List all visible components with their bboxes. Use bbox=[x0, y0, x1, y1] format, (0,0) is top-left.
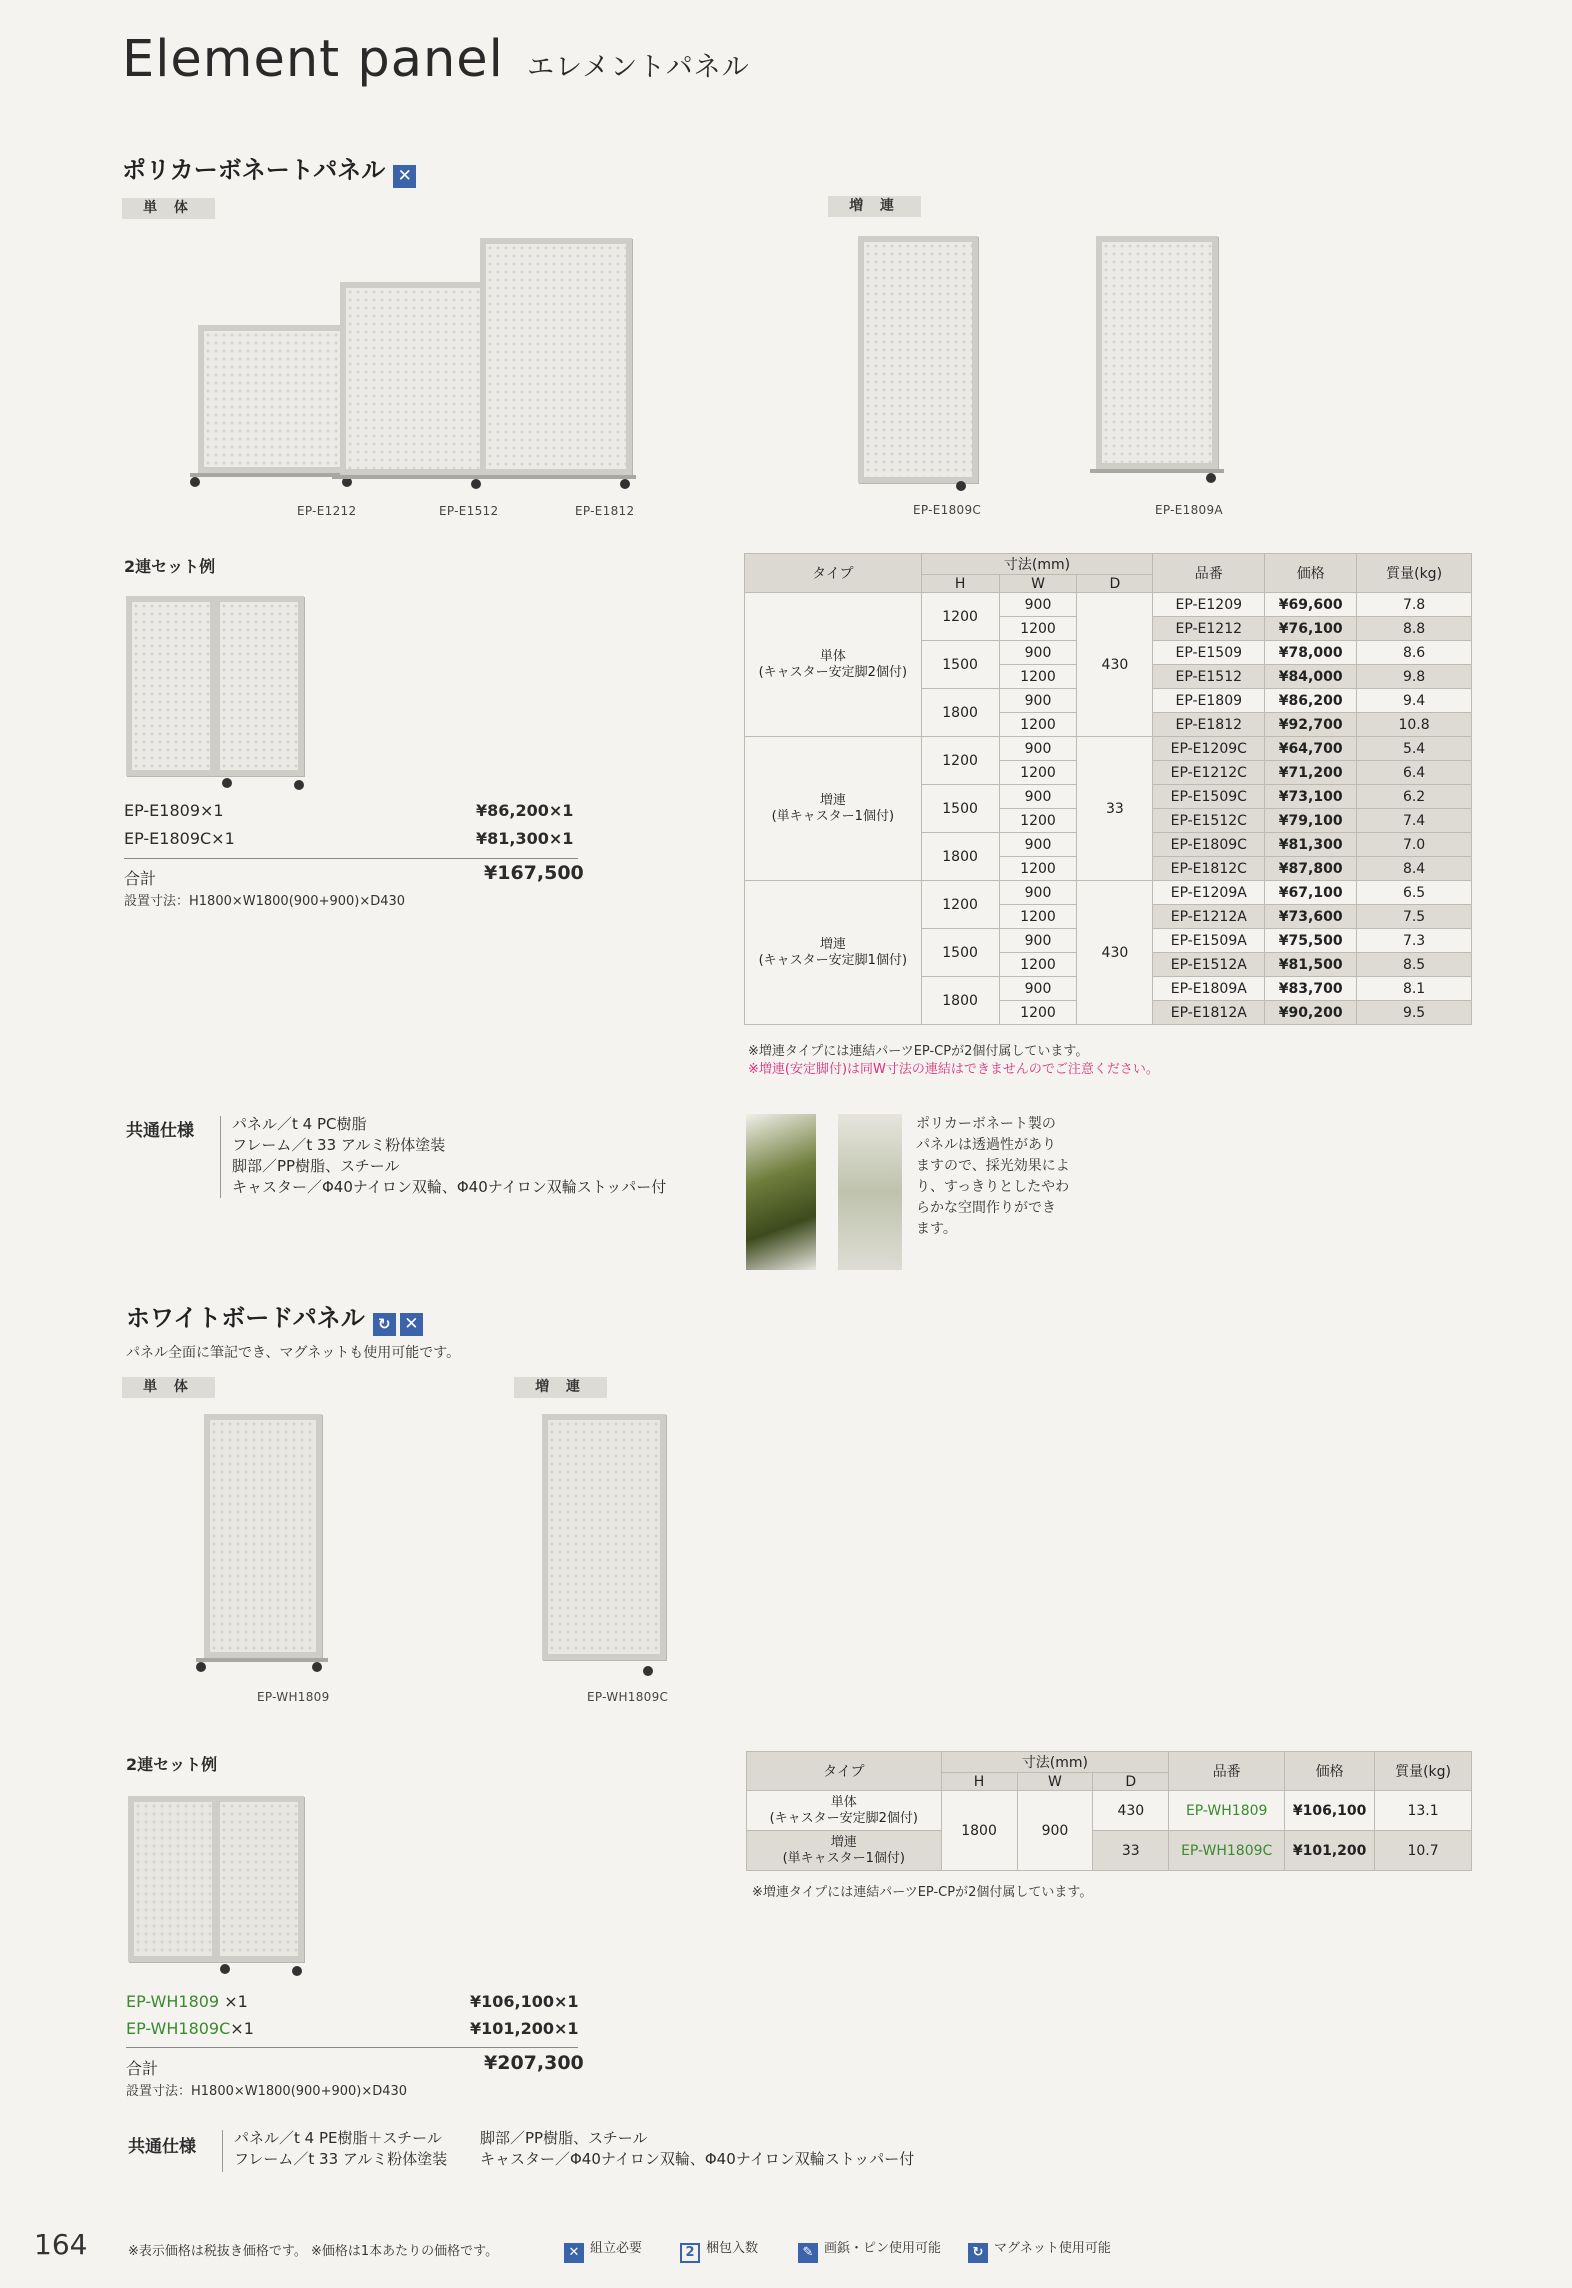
caption: EP-E1812 bbox=[575, 504, 635, 518]
divider bbox=[126, 2047, 578, 2048]
caption: EP-E1809C bbox=[913, 503, 982, 517]
w-cell: 1200 bbox=[999, 665, 1077, 689]
spec-item: フレーム／t 33 アルミ粉体塗装 bbox=[232, 1136, 446, 1154]
price-cell: ¥79,100 bbox=[1265, 809, 1357, 833]
set-title: 2連セット例 bbox=[126, 1755, 218, 1774]
type-line: 単体 bbox=[819, 648, 846, 664]
install-size: 設置寸法：H1800×W1800(900+900)×D430 bbox=[124, 894, 406, 909]
caster-icon bbox=[292, 1966, 302, 1976]
d-cell: 430 bbox=[1077, 593, 1153, 737]
assembly-icon: ✕ bbox=[393, 165, 416, 188]
weight-cell: 8.5 bbox=[1357, 953, 1472, 977]
photo-text-line: ますので、採光効果によ bbox=[916, 1158, 1070, 1174]
weight-cell: 8.8 bbox=[1357, 617, 1472, 641]
price-cell: ¥83,700 bbox=[1265, 977, 1357, 1001]
th-h: H bbox=[941, 1773, 1017, 1791]
type-cell bbox=[745, 737, 922, 881]
weight-cell: 8.1 bbox=[1357, 977, 1472, 1001]
h-cell: 1200 bbox=[921, 737, 999, 785]
caption: EP-WH1809C bbox=[587, 1690, 669, 1704]
weight-cell: 7.3 bbox=[1357, 929, 1472, 953]
leaf-through-panel-photo bbox=[838, 1114, 902, 1270]
price-cell: ¥81,500 bbox=[1265, 953, 1357, 977]
h-cell: 1200 bbox=[921, 593, 999, 641]
code-cell: EP-E1809C bbox=[1153, 833, 1265, 857]
spec-label: 共通仕様 bbox=[128, 2137, 196, 2157]
h-cell: 1500 bbox=[921, 641, 999, 689]
set-item-name: EP-WH1809 bbox=[126, 1992, 220, 2011]
code-cell: EP-E1212A bbox=[1153, 905, 1265, 929]
h-cell: 1800 bbox=[921, 833, 999, 881]
code-cell: EP-E1209C bbox=[1153, 737, 1265, 761]
caster-icon bbox=[471, 479, 481, 489]
th-weight: 質量(kg) bbox=[1375, 1752, 1472, 1791]
set-item bbox=[126, 2019, 254, 2038]
weight-cell: 6.4 bbox=[1357, 761, 1472, 785]
title-en: Element panel bbox=[122, 30, 504, 89]
th-w: W bbox=[1017, 1773, 1093, 1791]
wb-description: パネル全面に筆記でき、マグネットも使用可能です。 bbox=[126, 1345, 461, 1361]
caster-icon bbox=[222, 778, 232, 788]
price-cell: ¥71,200 bbox=[1265, 761, 1357, 785]
w-cell: 900 bbox=[999, 977, 1077, 1001]
table-row bbox=[745, 881, 1472, 905]
code-cell: EP-E1209A bbox=[1153, 881, 1265, 905]
type-cell bbox=[745, 593, 922, 737]
panel-foot bbox=[1090, 469, 1224, 473]
type-line: (キャスター安定脚1個付) bbox=[758, 952, 908, 968]
spec-item: 脚部／PP樹脂、スチール bbox=[480, 2129, 648, 2147]
w-cell: 900 bbox=[999, 833, 1077, 857]
divider bbox=[124, 858, 578, 859]
wb-section-title: ホワイトボードパネル ↻ ✕ bbox=[126, 1298, 423, 1336]
panel-image-e1512 bbox=[340, 282, 488, 475]
table-note: ※増連タイプには連結パーツEP-CPが2個付属しています。 bbox=[752, 1885, 1093, 1900]
spec-item: パネル／t 4 PC樹脂 bbox=[232, 1115, 367, 1133]
legend-label: 画鋲・ピン使用可能 bbox=[824, 2241, 942, 2256]
install-size: 設置寸法：H1800×W1800(900+900)×D430 bbox=[126, 2084, 408, 2099]
weight-cell: 8.4 bbox=[1357, 857, 1472, 881]
code-cell: EP-E1512C bbox=[1153, 809, 1265, 833]
set-item-price: ¥101,200×1 bbox=[470, 2019, 579, 2038]
tag-single: 単 体 bbox=[122, 1377, 215, 1398]
caster-icon bbox=[620, 479, 630, 489]
set-item bbox=[126, 1992, 248, 2011]
w-cell: 1200 bbox=[999, 857, 1077, 881]
spec-divider bbox=[220, 1116, 221, 1198]
w-cell: 1200 bbox=[999, 905, 1077, 929]
weight-cell: 7.8 bbox=[1357, 593, 1472, 617]
type-line: (単キャスター1個付) bbox=[771, 808, 895, 824]
assembly-icon: ✕ bbox=[400, 1313, 423, 1336]
th-weight: 質量(kg) bbox=[1357, 554, 1472, 593]
h-cell: 1500 bbox=[921, 785, 999, 833]
legend-assembly bbox=[564, 2237, 642, 2263]
caption: EP-E1809A bbox=[1155, 503, 1223, 517]
type-line: 増連 bbox=[819, 792, 846, 808]
w-cell: 900 bbox=[999, 929, 1077, 953]
code-cell: EP-WH1809C bbox=[1169, 1831, 1285, 1871]
h-cell: 1800 bbox=[921, 977, 999, 1025]
caption: EP-E1212 bbox=[297, 504, 357, 518]
pin-icon: ✎ bbox=[798, 2243, 818, 2263]
code-cell: EP-WH1809 bbox=[1169, 1791, 1285, 1831]
type-cell bbox=[745, 881, 922, 1025]
leaf-photo bbox=[746, 1114, 816, 1270]
set-item-qty: ×1 bbox=[224, 1992, 248, 2011]
set-panel-image bbox=[214, 1796, 304, 1962]
panel-image-e1809c bbox=[858, 236, 978, 483]
set-panel-image bbox=[126, 596, 216, 776]
footer-note: ※表示価格は税抜き価格です。 ※価格は1本あたりの価格です。 bbox=[128, 2244, 499, 2259]
set-title: 2連セット例 bbox=[124, 557, 216, 576]
table-note-warning: ※増連(安定脚付)は同W寸法の連結はできませんのでご注意ください。 bbox=[748, 1062, 1159, 1077]
photo-text-line: ます。 bbox=[916, 1221, 957, 1237]
total-label: 合計 bbox=[126, 2059, 159, 2078]
d-cell: 430 bbox=[1077, 881, 1153, 1025]
weight-cell: 9.8 bbox=[1357, 665, 1472, 689]
w-cell: 900 bbox=[999, 881, 1077, 905]
total-value: ¥207,300 bbox=[484, 2052, 584, 2074]
table-row bbox=[745, 593, 1472, 617]
caption: EP-E1512 bbox=[439, 504, 499, 518]
price-cell: ¥81,300 bbox=[1265, 833, 1357, 857]
price-cell: ¥92,700 bbox=[1265, 713, 1357, 737]
spec-divider bbox=[222, 2130, 223, 2172]
panel-foot bbox=[476, 475, 636, 479]
code-cell: EP-E1212 bbox=[1153, 617, 1265, 641]
code-cell: EP-E1512 bbox=[1153, 665, 1265, 689]
price-cell: ¥90,200 bbox=[1265, 1001, 1357, 1025]
price-cell: ¥73,100 bbox=[1265, 785, 1357, 809]
caster-icon bbox=[956, 481, 966, 491]
weight-cell: 8.6 bbox=[1357, 641, 1472, 665]
code-cell: EP-E1209 bbox=[1153, 593, 1265, 617]
type-line: (キャスター安定脚2個付) bbox=[769, 1810, 918, 1826]
spec-list bbox=[232, 1114, 666, 1198]
price-cell: ¥69,600 bbox=[1265, 593, 1357, 617]
caster-icon bbox=[196, 1662, 206, 1672]
page-number: 164 bbox=[34, 2228, 88, 2261]
w-cell: 900 bbox=[1017, 1791, 1093, 1871]
caster-icon bbox=[1206, 473, 1216, 483]
photo-text-line: パネルは透過性があり bbox=[916, 1137, 1056, 1153]
th-d: D bbox=[1093, 1773, 1169, 1791]
code-cell: EP-E1812C bbox=[1153, 857, 1265, 881]
caster-icon bbox=[190, 477, 200, 487]
total-label: 合計 bbox=[124, 869, 157, 888]
price-cell: ¥73,600 bbox=[1265, 905, 1357, 929]
photo-text-line: ポリカーボネート製の bbox=[916, 1116, 1056, 1132]
weight-cell: 6.5 bbox=[1357, 881, 1472, 905]
total-value: ¥167,500 bbox=[484, 862, 584, 884]
th-type: タイプ bbox=[747, 1752, 942, 1791]
legend-label: 梱包入数 bbox=[706, 2241, 759, 2256]
price-cell: ¥101,200 bbox=[1285, 1831, 1375, 1871]
photo-description bbox=[916, 1114, 1070, 1240]
set-item-qty: ×1 bbox=[230, 2019, 254, 2038]
w-cell: 1200 bbox=[999, 809, 1077, 833]
code-cell: EP-E1812 bbox=[1153, 713, 1265, 737]
tag-add: 増 連 bbox=[828, 196, 921, 217]
code-cell: EP-E1509 bbox=[1153, 641, 1265, 665]
weight-cell: 13.1 bbox=[1375, 1791, 1472, 1831]
w-cell: 1200 bbox=[999, 761, 1077, 785]
w-cell: 900 bbox=[999, 593, 1077, 617]
weight-cell: 7.4 bbox=[1357, 809, 1472, 833]
d-cell: 33 bbox=[1093, 1831, 1169, 1871]
h-cell: 1500 bbox=[921, 929, 999, 977]
panel-image-e1812 bbox=[480, 238, 632, 475]
weight-cell: 9.4 bbox=[1357, 689, 1472, 713]
spec-item: パネル／t 4 PE樹脂＋スチール bbox=[234, 2129, 442, 2147]
type-line: 単体 bbox=[830, 1794, 857, 1810]
set-panel-image bbox=[214, 596, 304, 776]
th-code: 品番 bbox=[1169, 1752, 1285, 1791]
code-cell: EP-E1512A bbox=[1153, 953, 1265, 977]
type-line: 増連 bbox=[830, 1834, 857, 1850]
th-code: 品番 bbox=[1153, 554, 1265, 593]
set-item-name: EP-E1809C×1 bbox=[124, 829, 235, 848]
spec-item: キャスター／Φ40ナイロン双輪、Φ40ナイロン双輪ストッパー付 bbox=[480, 2150, 915, 2168]
set-panel-image bbox=[128, 1796, 218, 1962]
code-cell: EP-E1509A bbox=[1153, 929, 1265, 953]
w-cell: 900 bbox=[999, 737, 1077, 761]
h-cell: 1800 bbox=[941, 1791, 1017, 1871]
set-item-price: ¥81,300×1 bbox=[476, 829, 574, 848]
price-cell: ¥84,000 bbox=[1265, 665, 1357, 689]
code-cell: EP-E1809A bbox=[1153, 977, 1265, 1001]
weight-cell: 5.4 bbox=[1357, 737, 1472, 761]
type-line: (単キャスター1個付) bbox=[782, 1850, 905, 1866]
w-cell: 900 bbox=[999, 641, 1077, 665]
poly-spec-table bbox=[744, 553, 1472, 1025]
magnet-icon: ↻ bbox=[968, 2243, 988, 2263]
w-cell: 1200 bbox=[999, 953, 1077, 977]
weight-cell: 10.8 bbox=[1357, 713, 1472, 737]
code-cell: EP-E1812A bbox=[1153, 1001, 1265, 1025]
th-dims: 寸法(mm) bbox=[941, 1752, 1169, 1773]
d-cell: 33 bbox=[1077, 737, 1153, 881]
table-note: ※増連タイプには連結パーツEP-CPが2個付属しています。 bbox=[748, 1044, 1089, 1059]
page-title bbox=[122, 30, 750, 89]
h-cell: 1200 bbox=[921, 881, 999, 929]
set-item-price: ¥86,200×1 bbox=[476, 801, 574, 820]
wb-panel-image bbox=[204, 1414, 322, 1658]
th-h: H bbox=[921, 575, 999, 593]
code-cell: EP-E1509C bbox=[1153, 785, 1265, 809]
panel-foot bbox=[332, 475, 496, 479]
th-w: W bbox=[999, 575, 1077, 593]
th-d: D bbox=[1077, 575, 1153, 593]
set-item-name: EP-WH1809C bbox=[126, 2019, 231, 2038]
legend-label: マグネット使用可能 bbox=[994, 2241, 1111, 2256]
weight-cell: 9.5 bbox=[1357, 1001, 1472, 1025]
w-cell: 1200 bbox=[999, 617, 1077, 641]
set-item-name: EP-E1809×1 bbox=[124, 801, 224, 820]
weight-cell: 10.7 bbox=[1375, 1831, 1472, 1871]
d-cell: 430 bbox=[1093, 1791, 1169, 1831]
w-cell: 900 bbox=[999, 785, 1077, 809]
price-cell: ¥67,100 bbox=[1265, 881, 1357, 905]
legend-pin bbox=[798, 2237, 941, 2263]
caster-icon bbox=[312, 1662, 322, 1672]
price-cell: ¥86,200 bbox=[1265, 689, 1357, 713]
price-cell: ¥106,100 bbox=[1285, 1791, 1375, 1831]
th-dims: 寸法(mm) bbox=[921, 554, 1153, 575]
wb-spec-table bbox=[746, 1751, 1472, 1871]
wb-panel-image bbox=[542, 1414, 666, 1660]
price-cell: ¥87,800 bbox=[1265, 857, 1357, 881]
weight-cell: 7.0 bbox=[1357, 833, 1472, 857]
weight-cell: 7.5 bbox=[1357, 905, 1472, 929]
th-price: 価格 bbox=[1285, 1752, 1375, 1791]
poly-section-title: ポリカーボネートパネル ✕ bbox=[122, 150, 416, 188]
spec-item: キャスター／Φ40ナイロン双輪、Φ40ナイロン双輪ストッパー付 bbox=[232, 1178, 667, 1196]
w-cell: 1200 bbox=[999, 713, 1077, 737]
type-line: (キャスター安定脚2個付) bbox=[758, 664, 908, 680]
price-cell: ¥75,500 bbox=[1265, 929, 1357, 953]
caster-icon bbox=[220, 1964, 230, 1974]
type-cell bbox=[747, 1791, 942, 1831]
title-jp: エレメントパネル bbox=[527, 52, 750, 83]
type-cell bbox=[747, 1831, 942, 1871]
legend-package bbox=[680, 2237, 758, 2263]
code-cell: EP-E1809 bbox=[1153, 689, 1265, 713]
th-price: 価格 bbox=[1265, 554, 1357, 593]
spec-item: 脚部／PP樹脂、スチール bbox=[232, 1157, 400, 1175]
tag-single: 単 体 bbox=[122, 198, 215, 219]
spec-item: フレーム／t 33 アルミ粉体塗装 bbox=[234, 2150, 448, 2168]
photo-text-line: らかな空間作りができ bbox=[916, 1200, 1056, 1216]
tag-add: 増 連 bbox=[514, 1377, 607, 1398]
table-row bbox=[745, 737, 1472, 761]
price-cell: ¥76,100 bbox=[1265, 617, 1357, 641]
th-type: タイプ bbox=[745, 554, 922, 593]
panel-image-e1809a bbox=[1096, 236, 1218, 469]
legend-label: 組立必要 bbox=[590, 2241, 643, 2256]
photo-text-line: り、すっきりとしたやわ bbox=[916, 1179, 1070, 1195]
assembly-icon: ✕ bbox=[564, 2243, 584, 2263]
price-cell: ¥64,700 bbox=[1265, 737, 1357, 761]
w-cell: 900 bbox=[999, 689, 1077, 713]
package-count-icon: 2 bbox=[680, 2243, 700, 2263]
w-cell: 1200 bbox=[999, 1001, 1077, 1025]
h-cell: 1800 bbox=[921, 689, 999, 737]
type-line: 増連 bbox=[819, 936, 846, 952]
magnet-icon: ↻ bbox=[373, 1313, 396, 1336]
spec-list bbox=[234, 2128, 447, 2170]
caster-icon bbox=[643, 1666, 653, 1676]
spec-list bbox=[480, 2128, 914, 2170]
panel-foot bbox=[196, 1658, 328, 1662]
code-cell: EP-E1212C bbox=[1153, 761, 1265, 785]
caster-icon bbox=[294, 780, 304, 790]
caption: EP-WH1809 bbox=[257, 1690, 330, 1704]
weight-cell: 6.2 bbox=[1357, 785, 1472, 809]
panel-image-e1212 bbox=[198, 325, 358, 473]
spec-label: 共通仕様 bbox=[126, 1121, 194, 1141]
set-item-price: ¥106,100×1 bbox=[470, 1992, 579, 2011]
price-cell: ¥78,000 bbox=[1265, 641, 1357, 665]
legend-magnet bbox=[968, 2237, 1111, 2263]
